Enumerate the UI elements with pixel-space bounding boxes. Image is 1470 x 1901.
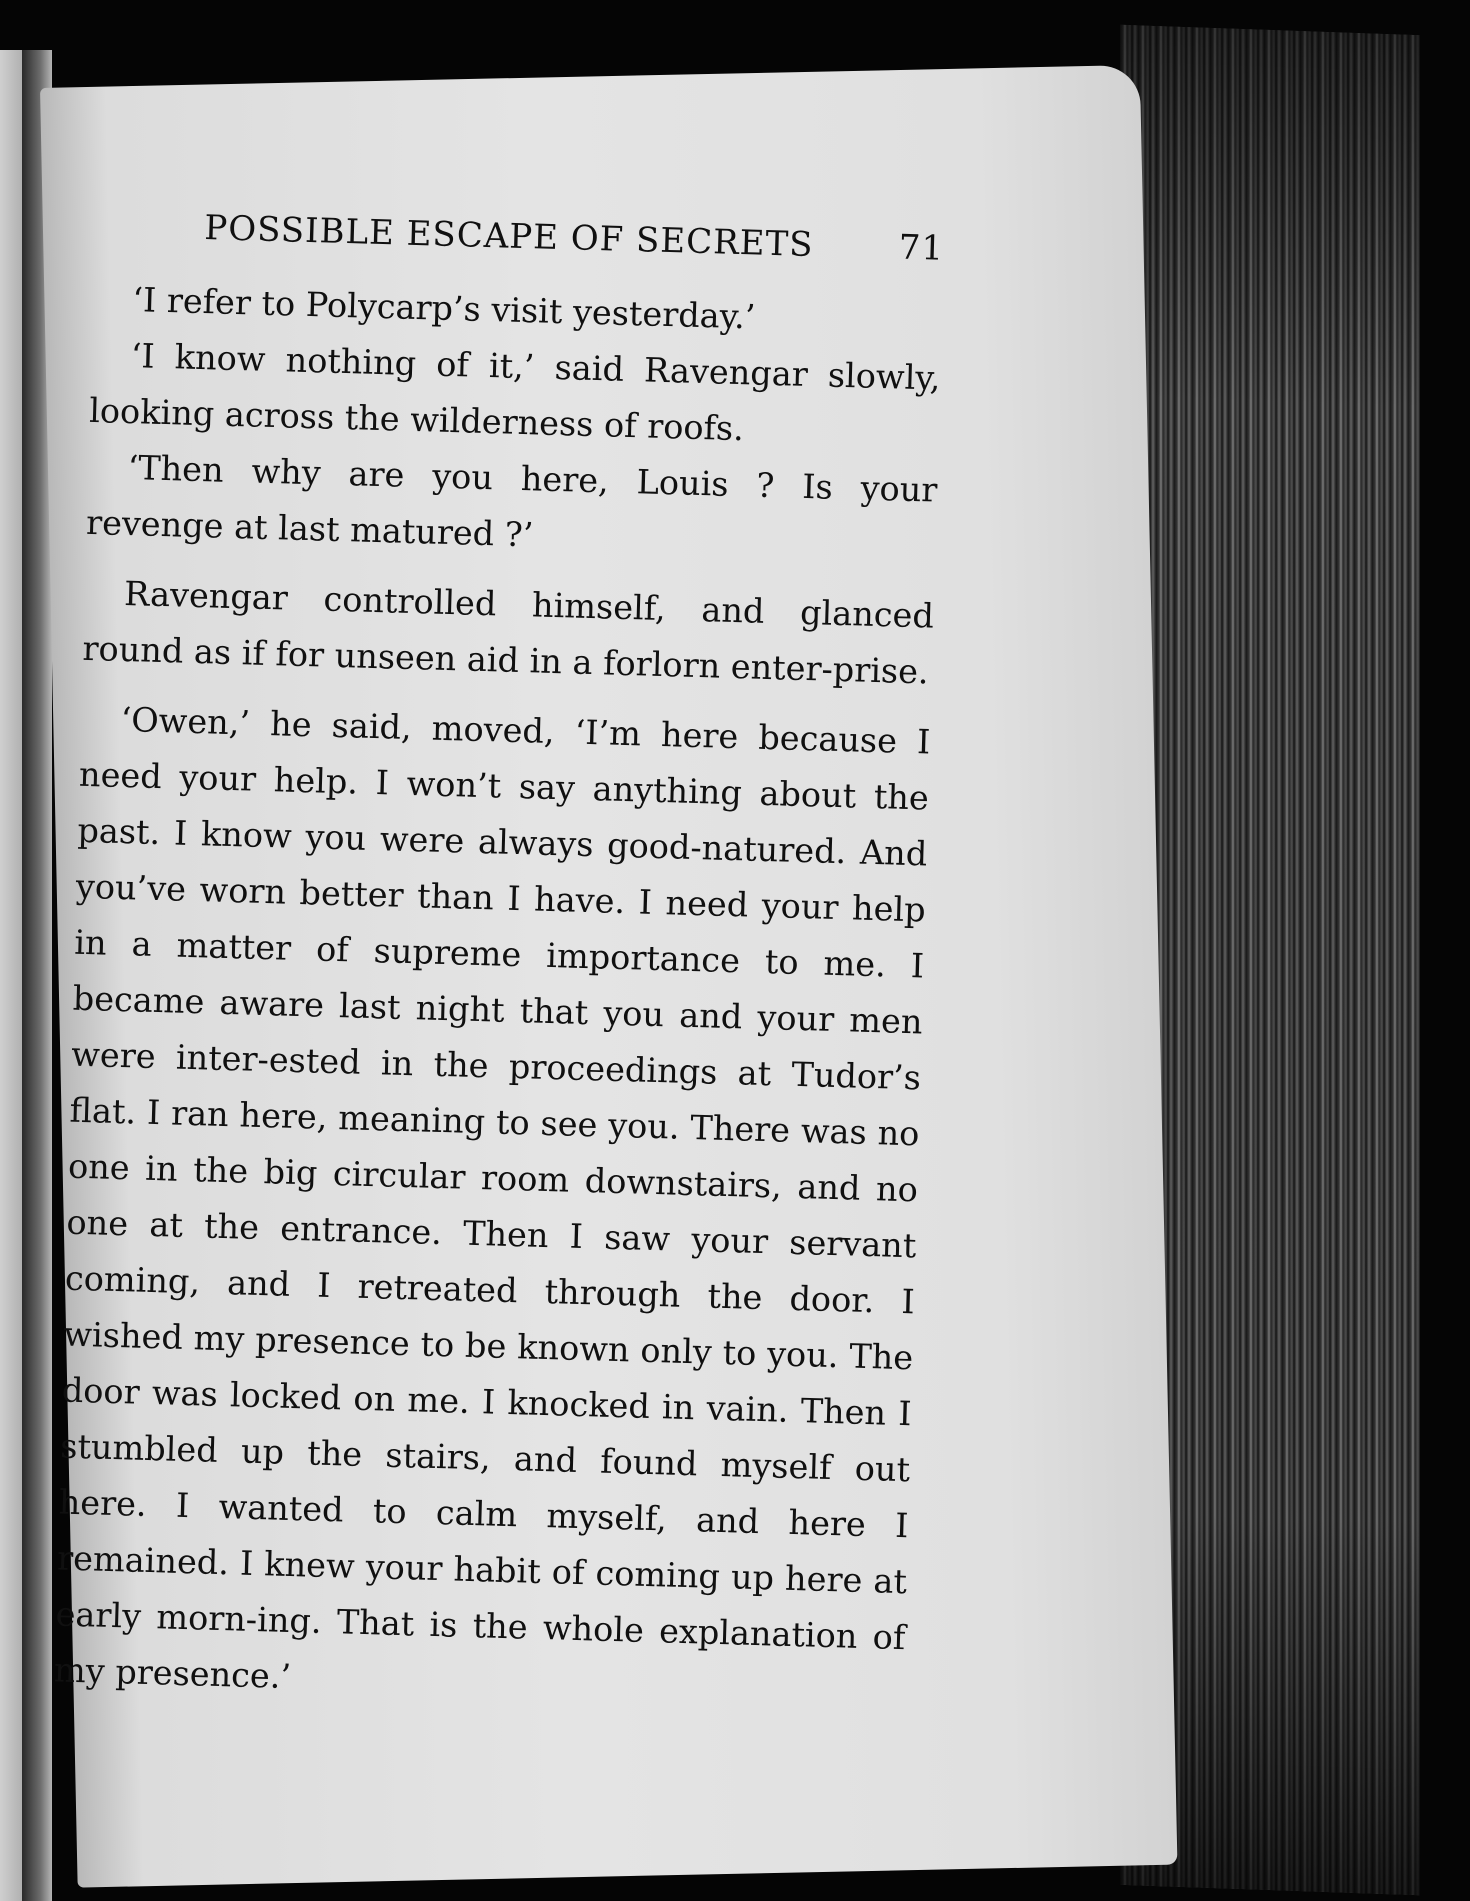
paragraph: ‘Then why are you here, Louis ? Is your revenge at last matured ?’ — [85, 448, 938, 555]
paragraph: ‘Owen,’ he said, moved, ‘I’m here because I need your help. I won’t say anything about the past. I know you were always good-natured. And you’ve worn better than I have. I need your help in a matter of supreme importance to me. I became aware last night that you and your men were inter-ested in the proceedings at Tudor’s flat. I ran here, meaning to see you. There was no one in the big circular room downstairs, and no one at the entrance. Then I saw your servant coming, and I retreated through the door. I wished my presence to be known only to you. The door was locked on me. I knocked in vain. Then I stumbled up the stairs, and found myself out here. I wanted to calm myself, and here I remained. I knew your habit of coming up here at early morn-ing. That is the whole explanation of my presence.’ — [53, 699, 931, 1697]
paragraph: ‘I refer to Polycarp’s visit yesterday.’ — [131, 280, 756, 337]
paragraph: ‘I know nothing of it,’ said Ravengar slowly, looking across the wilderness of roofs. — [88, 336, 942, 449]
page-text-block — [53, 205, 944, 1722]
paragraph: Ravengar controlled himself, and glanced round as if for unseen aid in a forlorn enter-prise. — [82, 573, 935, 692]
running-title: POSSIBLE ESCAPE OF SECRETS — [203, 208, 815, 266]
page-number: 71 — [898, 227, 945, 269]
